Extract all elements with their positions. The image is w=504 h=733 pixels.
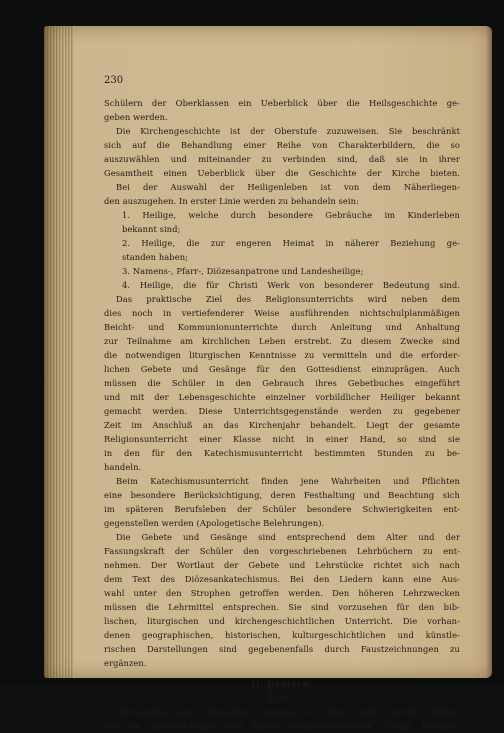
text-line: Die Kirchengeschichte ist der Oberstufe zuzuweisen. Sie beschränkt [116,126,460,136]
text-line: standen haben; [122,252,189,262]
text-line: müssen die Lehrmittel entsprechen. Sie sind vorzusehen für den bib- [104,602,460,612]
text-line: denen geographischen, historischen, kulturgeschichtlichen und künstle- [104,630,460,640]
text-line: Verständnis der deutschen Sprache in Wort und Schrift. Fertig- [116,707,460,717]
text-line: keit im sprachrichtigen und klaren Gedankenausdruck. Einige Bekannt- [104,721,460,731]
text-line: sich auf die Behandlung einer Reihe von Charakterbildern, die so [104,140,460,150]
text-line: Zeit im Anschluß an das Kirchenjahr behandelt. Liegt der gesamte [104,420,460,430]
text-line: Beim Katechismusunterricht finden jene Wahrheiten und Pflichten [116,476,460,486]
text-line: Die Gebete und Gesänge sind entsprechend dem Alter und der [116,532,460,542]
section-spacer [104,670,460,677]
text-line: lichen Gebete und Gesänge für den Gottesdienst einzuprägen. Auch [104,364,460,374]
text-line: müssen die Schüler in den Gebrauch ihres Gebetbuches eingeführt [104,378,460,388]
text-line: Bei der Auswahl der Heiligenleben ist von dem Näherliegen- [116,182,460,192]
text-line: 3. Namens-, Pfarr-, Diözesanpatrone und Landesheilige; [122,266,364,276]
text-line: Gesamtheit einen Ueberblick über die Geschichte der Kirche bieten. [104,168,460,178]
text-line: ergänzen. [104,658,147,668]
text-line: im späteren Berufsleben der Schüler besondere Schwierigkeiten ent- [104,504,460,514]
text-line: gemacht werden. Diese Unterrichtsgegenstände werden zu gegebener [104,406,460,416]
text-line: dem Text des Diözesankatechismus. Bei den Liedern kann eine Aus- [104,574,460,584]
text-line: geben werden. [104,112,168,122]
text-line: lischen, liturgischen und kirchengeschichtlichen Unterricht. Die vorhan- [104,616,460,626]
text-line: eine besondere Berücksichtigung, deren Festhaltung und Beachtung sich [104,490,460,500]
text-line: bekannt sind; [122,224,181,234]
text-line: gegenstellen werden (Apologetische Belehrungen). [104,518,325,528]
text-line: 1. Heilige, welche durch besondere Gebräuche im Kinderleben [122,210,460,220]
text-line: zur Teilnahme am kirchlichen Leben erstrebt. Zu diesem Zwecke sind [104,336,460,346]
text-line: 4. Heilige, die für Christi Werk von besonderer Bedeutung sind. [122,280,460,290]
text-line: wahl unter den Strophen getroffen werden. Den höheren Lehrzwecken [104,588,460,598]
page-fold-shadow [486,26,492,678]
text-line: dies noch in vertiefenderer Weise ausführenden nichtschulplanmäßigen [104,308,460,318]
text-line: Religionsunterricht einer Klasse nicht in einer Hand, so sind sie [104,434,460,444]
page-stack-edge [44,26,74,678]
text-line: 2. Heilige, die zur engeren Heimat in näherer Beziehung ge- [122,238,460,248]
text-line: auszuwählen und miteinander zu verbinden sind, daß sie in ihrer [104,154,460,164]
text-line: nehmen. Der Wortlaut der Gebete und Lehrstücke richtet sich nach [104,560,460,570]
page-number: 230 [104,75,124,86]
text-line: Beicht- und Kommunionunterrichte durch Anleitung und Anhaltung [104,322,460,332]
text-line: Schülern der Oberklassen ein Ueberblick über die Heilsgeschichte ge- [104,98,460,108]
body-text [104,96,460,733]
section-heading: II. Deutsch. [251,679,313,689]
text-line: und mit der Lebensgeschichte einzelner vorbildlicher Heiliger bekannt [104,392,460,402]
text-line: Fassungskraft der Schüler den vorgeschriebenen Lehrbüchern zu ent- [104,546,460,556]
text-line: den auszugehen. In erster Linie werden zu behandeln sein: [104,196,359,206]
text-line: die notwendigen liturgischen Kenntnisse zu vermitteln und die erforder- [104,350,460,360]
text-line: handeln. [104,462,142,472]
section-subheading: Ziel. [267,692,297,703]
text-line: rischen Darstellungen sind gegebenenfalls durch Faustzeichnungen zu [104,644,460,654]
text-line: Das praktische Ziel des Religionsunterrichts wird neben dem [116,294,460,304]
text-line: in den für den Katechismusunterricht bestimmten Stunden zu be- [104,448,460,458]
